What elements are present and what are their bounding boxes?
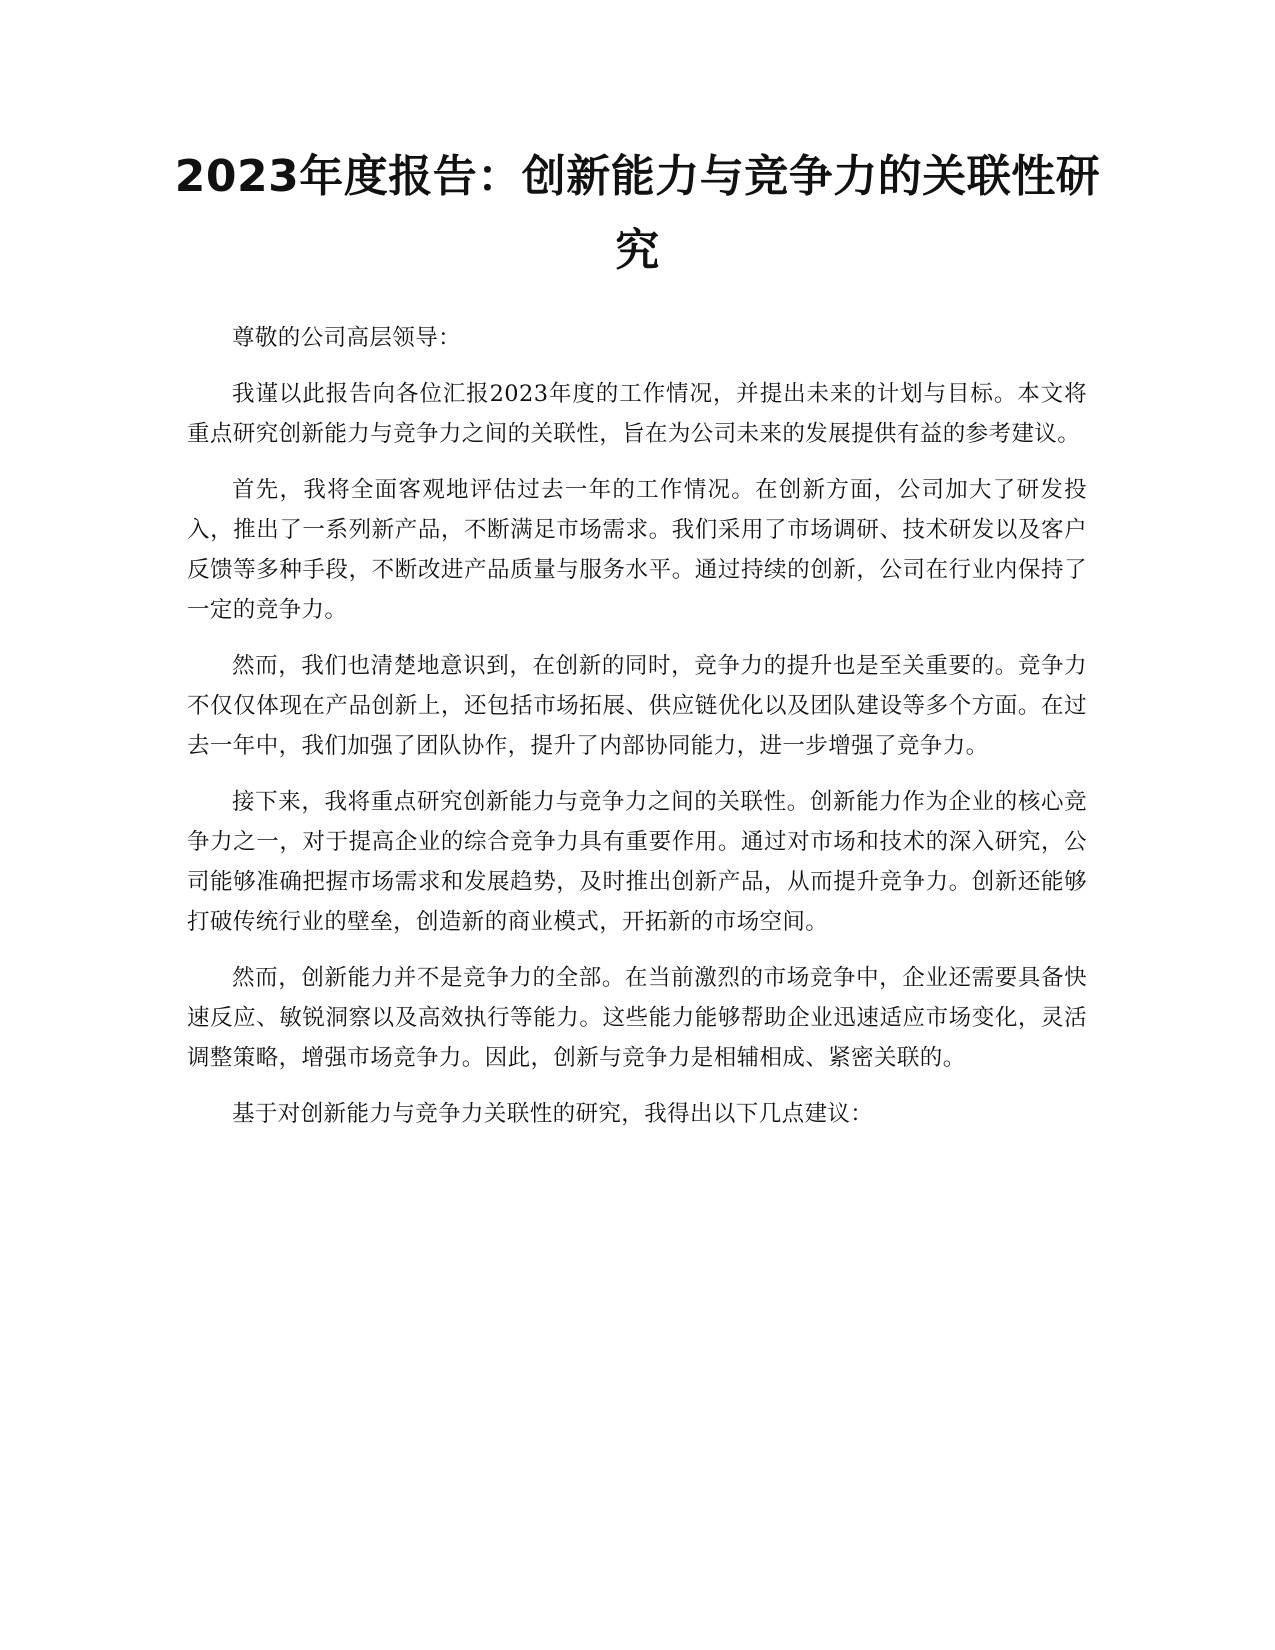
competitiveness-paragraph: 然而，我们也清楚地意识到，在创新的同时，竞争力的提升也是至关重要的。竞争力不仅仅体现在产品创新上，还包括市场拓展、供应链优化以及团队建设等多个方面。在过去一年中，我们加强了团队协作，提升了内部协同能力，进一步增强了竞争力。	[187, 653, 1087, 759]
intro-paragraph: 我谨以此报告向各位汇报2023年度的工作情况，并提出未来的计划与目标。本文将重点研究创新能力与竞争力之间的关联性，旨在为公司未来的发展提供有益的参考建议。	[187, 381, 1087, 447]
review-paragraph: 首先，我将全面客观地评估过去一年的工作情况。在创新方面，公司加大了研发投入，推出了一系列新产品，不断满足市场需求。我们采用了市场调研、技术研发以及客户反馈等多种手段，不断改进产品质量与服务水平。通过持续的创新，公司在行业内保持了一定的竞争力。	[187, 477, 1087, 623]
document-title: 2023年度报告：创新能力与竞争力的关联性研究	[174, 151, 1101, 276]
recommendations-intro-paragraph: 基于对创新能力与竞争力关联性的研究，我得出以下几点建议：	[232, 1101, 874, 1127]
document-body	[187, 318, 1087, 1150]
capabilities-paragraph: 然而，创新能力并不是竞争力的全部。在当前激烈的市场竞争中，企业还需要具备快速反应、敏锐洞察以及高效执行等能力。这些能力能够帮助企业迅速适应市场变化，灵活调整策略，增强市场竞争力。因此，创新与竞争力是相辅相成、紧密关联的。	[187, 965, 1087, 1071]
salutation-paragraph: 尊敬的公司高层领导：	[232, 325, 462, 351]
relationship-paragraph: 接下来，我将重点研究创新能力与竞争力之间的关联性。创新能力作为企业的核心竞争力之一，对于提高企业的综合竞争力具有重要作用。通过对市场和技术的深入研究，公司能够准确把握市场需求和发展趋势，及时推出创新产品，从而提升竞争力。创新还能够打破传统行业的壁垒，创造新的商业模式，开拓新的市场空间。	[187, 789, 1087, 935]
